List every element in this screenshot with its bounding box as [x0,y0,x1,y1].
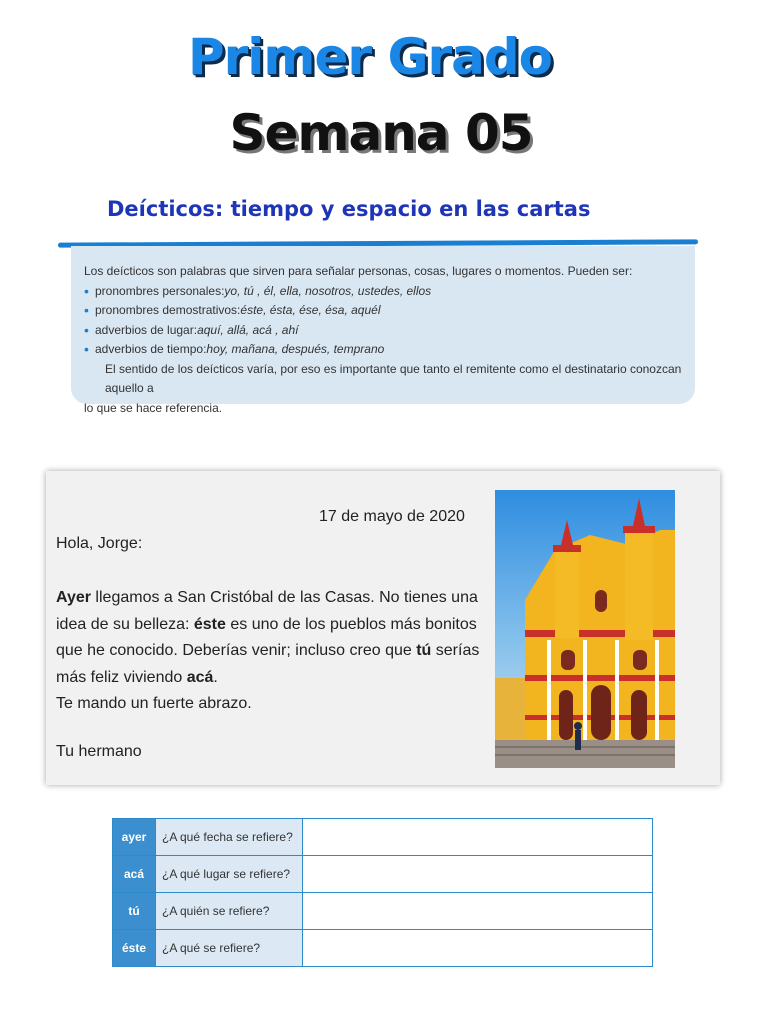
body-text: es uno de los pueblos más bonitos [225,615,477,633]
answer-cell[interactable] [303,819,653,856]
answer-cell[interactable] [303,856,653,893]
list-item [84,321,684,341]
item-label: adverbios de tiempo: [95,342,207,356]
cathedral-photo [495,490,675,768]
letter-card [46,471,720,785]
item-examples: hoy, mañana, después, temprano [206,342,385,356]
deictic-aca: acá [186,668,214,686]
list-item [84,301,684,321]
deictic-ayer: Ayer [56,589,91,606]
bullet-icon: • [84,321,89,338]
body-text: idea de su belleza: [56,615,194,633]
closing-line: El sentido de los deícticos varía, por eso es importante que tanto el remitente como el destinatario conozcan aquello a [105,361,682,395]
table-row [113,893,653,930]
deictic-este: éste [193,615,226,633]
bullet-icon: • [84,282,89,299]
letter-signature: Tu hermano [56,743,142,760]
item-label: pronombres demostrativos: [95,303,241,317]
body-text: serías [431,642,480,659]
table-word: éste [113,930,156,967]
letter-body [56,585,486,718]
body-text: llegamos a San Cristóbal de las Casas. No tienes una [90,589,478,606]
item-examples: yo, tú , él, ella, nosotros, ustedes, ellos [224,283,432,298]
bullet-icon: • [84,302,89,318]
table-question: ¿A qué fecha se refiere? [156,819,303,856]
week-heading: Semana 05 [229,104,533,162]
list-item [84,282,684,302]
item-label: pronombres personales: [95,283,225,298]
table-word: tú [113,893,156,930]
letter-date: 17 de mayo de 2020 [319,508,465,525]
body-text: Te mando un fuerte abrazo. [56,695,252,712]
table-question: ¿A quién se refiere? [156,893,303,930]
table-question: ¿A qué se refiere? [156,930,303,967]
table-row [113,856,653,893]
definition-box [71,246,695,415]
table-row [113,819,653,856]
item-examples: aquí, allá, acá , ahí [197,322,299,337]
table-word: ayer [113,819,156,856]
letter-greeting: Hola, Jorge: [56,535,143,552]
item-label: adverbios de lugar: [95,322,198,337]
cathedral-illustration [495,490,675,768]
bullet-icon: • [84,341,89,357]
topic-heading: Deícticos: tiempo y espacio en las cartas [107,197,591,221]
page-title: Primer Grado [187,28,553,86]
definition-intro: Los deícticos son palabras que sirven para señalar personas, cosas, lugares o momentos. Pueden ser: [84,264,633,278]
deictic-tu: tú [416,642,432,659]
deictics-table [112,818,653,967]
body-text: que he conocido. Deberías venir; incluso creo que [56,642,417,659]
table-question: ¿A qué lugar se refiere? [156,856,303,893]
answer-cell[interactable] [303,893,653,930]
closing-line-2: lo que se hace referencia. [84,400,223,415]
body-text: más feliz viviendo [56,668,187,686]
item-examples: éste, ésta, ése, ésa, aquél [240,303,381,317]
list-item [84,340,684,360]
table-row [113,930,653,967]
table-word: acá [113,856,156,893]
answer-cell[interactable] [303,930,653,967]
body-text: . [213,668,218,686]
